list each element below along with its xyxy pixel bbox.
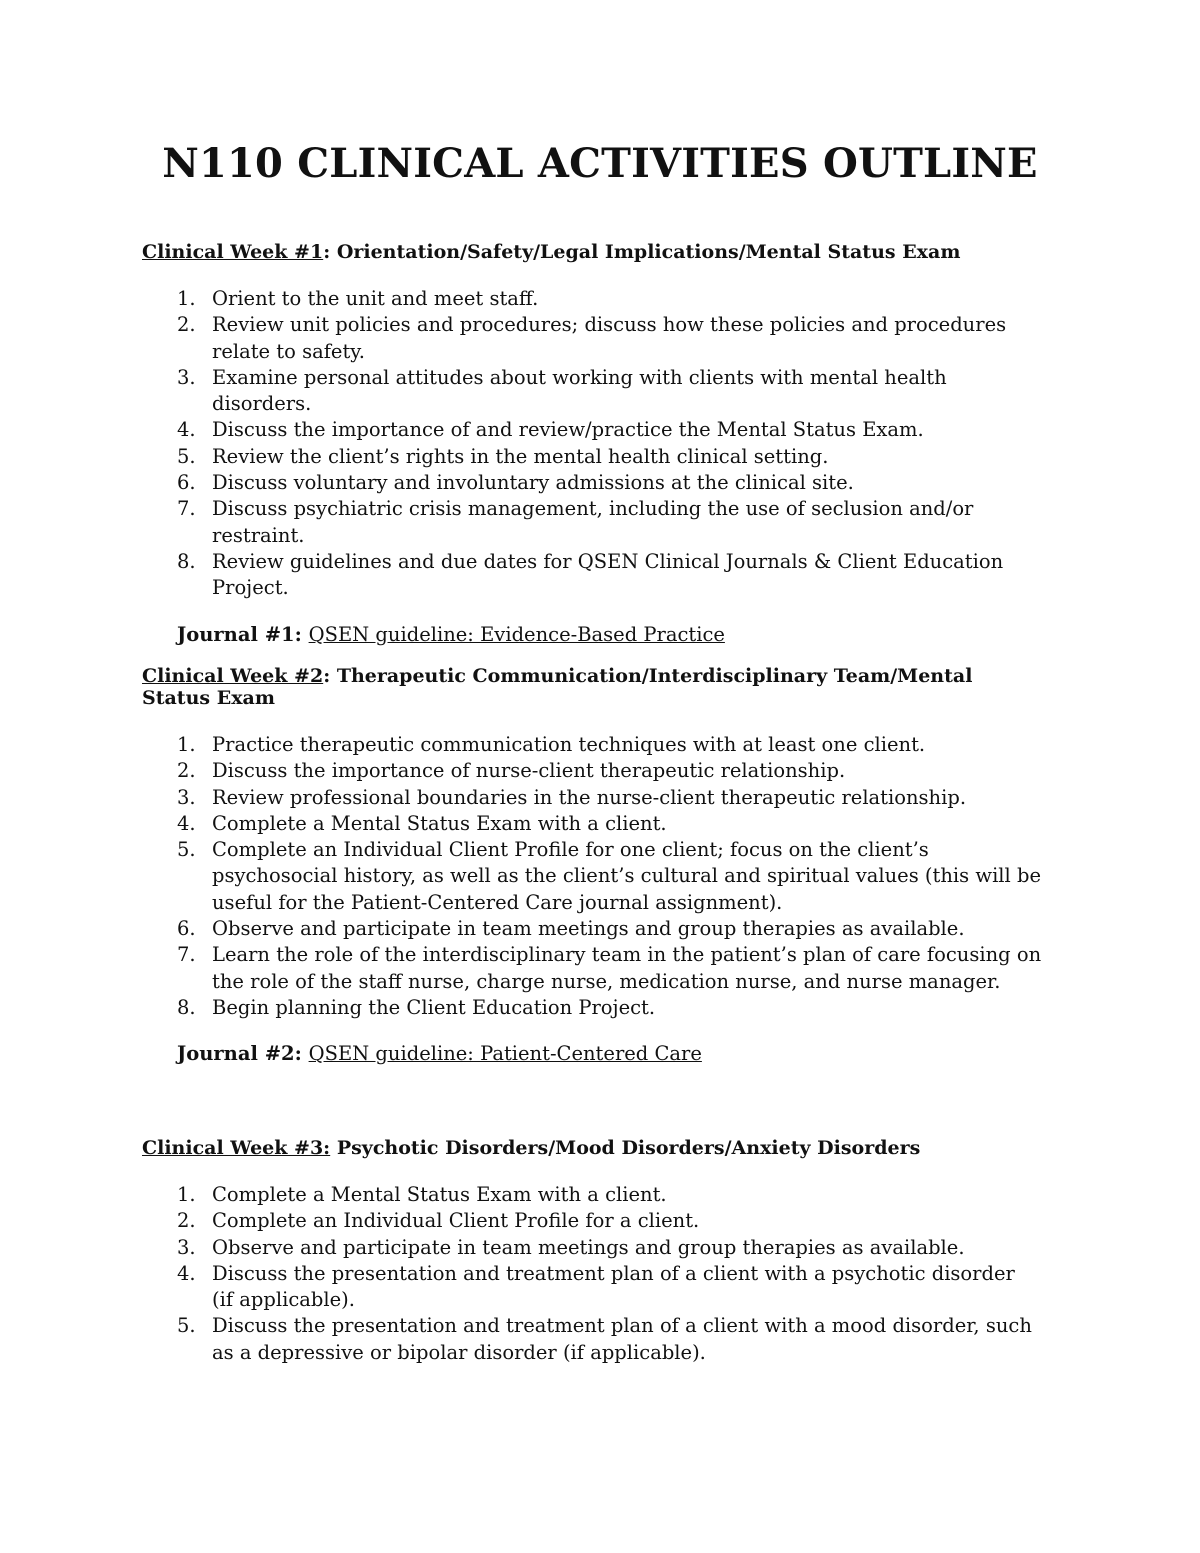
week-3-section — [142, 1137, 1042, 1366]
week-2-list — [142, 732, 1042, 1021]
week-2-topic: : Therapeutic Communication/Interdisciplinary Team/Mental Status Exam — [142, 665, 973, 709]
week-2-heading — [142, 665, 1042, 709]
list-item — [142, 811, 1042, 837]
journal-2 — [142, 1041, 1042, 1067]
week-1-label: Clinical Week #1 — [142, 241, 324, 263]
week-3-label: Clinical Week #3: — [142, 1137, 331, 1159]
list-item — [142, 417, 1042, 443]
item-text: Discuss psychiatric crisis management, including the use of seclusion and/or restraint. — [212, 497, 974, 547]
item-text: Review guidelines and due dates for QSEN Clinical Journals & Client Education Project. — [212, 549, 1004, 600]
journal-2-label: Journal #2: — [177, 1042, 309, 1066]
list-item — [142, 496, 1042, 549]
week-1-heading — [142, 241, 1042, 263]
item-text: Discuss the presentation and treatment plan of a client with a mood disorder, such as a depressive or bipolar disorder (if applicable). — [212, 1314, 1032, 1364]
list-item — [142, 312, 1042, 365]
week-2-label: Clinical Week #2 — [142, 665, 324, 687]
journal-2-guideline-link[interactable]: QSEN guideline: Patient-Centered Care — [308, 1042, 702, 1066]
item-number: 3. — [177, 365, 196, 389]
item-text: Discuss the importance of and review/practice the Mental Status Exam. — [212, 418, 924, 442]
item-number: 8. — [177, 995, 196, 1019]
item-number: 2. — [177, 759, 196, 783]
list-item — [142, 470, 1042, 496]
item-text: Discuss voluntary and involuntary admissions at the clinical site. — [212, 471, 854, 495]
item-text: Review the client’s rights in the mental health clinical setting. — [212, 444, 829, 468]
list-item — [142, 995, 1042, 1021]
item-text: Learn the role of the interdisciplinary team in the patient’s plan of care focusing on the role of the staff nurse, charge nurse, medication nurse, and nurse manager. — [212, 943, 1042, 993]
list-item — [142, 732, 1042, 758]
list-item — [142, 1261, 1042, 1314]
item-number: 4. — [177, 811, 196, 835]
item-number: 5. — [177, 838, 196, 862]
item-text: Practice therapeutic communication techniques with at least one client. — [212, 733, 926, 756]
week-3-list — [142, 1182, 1042, 1366]
item-text: Discuss the importance of nurse-client therapeutic relationship. — [212, 759, 846, 783]
item-text: Review unit policies and procedures; discuss how these policies and procedures relate to safety. — [212, 313, 1007, 363]
item-text: Complete a Mental Status Exam with a client. — [212, 1183, 667, 1206]
list-item — [142, 758, 1042, 784]
list-item — [142, 916, 1042, 942]
item-number: 4. — [177, 1261, 196, 1285]
item-number: 5. — [177, 1314, 196, 1338]
item-number: 8. — [177, 549, 196, 573]
week-3-heading — [142, 1137, 1042, 1159]
item-number: 1. — [177, 733, 196, 756]
list-item — [142, 286, 1042, 312]
item-text: Observe and participate in team meetings and group therapies as available. — [212, 1235, 965, 1259]
list-item — [142, 1208, 1042, 1234]
list-item — [142, 1235, 1042, 1261]
journal-1-guideline-link[interactable]: QSEN guideline: Evidence-Based Practice — [308, 622, 725, 646]
list-item — [142, 1182, 1042, 1208]
week-1-topic: : Orientation/Safety/Legal Implications/Mental Status Exam — [323, 241, 961, 263]
item-number: 5. — [177, 444, 196, 468]
week-3-topic: Psychotic Disorders/Mood Disorders/Anxiety Disorders — [330, 1137, 921, 1159]
item-text: Begin planning the Client Education Project. — [212, 995, 656, 1019]
week-1-list — [142, 286, 1042, 602]
item-text: Complete an Individual Client Profile for one client; focus on the client’s psychosocial history, as well as the client’s cultural and spiritual values (this will be useful for the Patient-Centered Care journal assignment). — [212, 838, 1041, 914]
journal-1 — [142, 622, 1042, 648]
item-text: Review professional boundaries in the nurse-client therapeutic relationship. — [212, 785, 967, 809]
item-number: 6. — [177, 917, 196, 941]
item-number: 3. — [177, 1235, 196, 1259]
list-item — [142, 942, 1042, 995]
journal-1-label: Journal #1: — [177, 622, 309, 646]
item-number: 4. — [177, 418, 196, 442]
item-number: 2. — [177, 1209, 196, 1233]
item-text: Observe and participate in team meetings and group therapies as available. — [212, 917, 965, 941]
list-item — [142, 837, 1042, 916]
item-number: 6. — [177, 471, 196, 495]
item-number: 3. — [177, 785, 196, 809]
list-item — [142, 365, 1042, 418]
item-text: Complete an Individual Client Profile for a client. — [212, 1209, 700, 1233]
list-item — [142, 785, 1042, 811]
page-title: N110 CLINICAL ACTIVITIES OUTLINE — [162, 140, 1038, 187]
item-number: 1. — [177, 287, 196, 310]
list-item — [142, 549, 1042, 602]
item-text: Orient to the unit and meet staff. — [212, 287, 539, 310]
item-text: Discuss the presentation and treatment plan of a client with a psychotic disorder (if applicable). — [212, 1261, 1015, 1312]
item-text: Examine personal attitudes about working with clients with mental health disorders. — [212, 365, 947, 416]
item-text: Complete a Mental Status Exam with a client. — [212, 811, 667, 835]
item-number: 7. — [177, 497, 196, 521]
item-number: 7. — [177, 943, 196, 967]
week-1-section — [142, 241, 1042, 648]
item-number: 2. — [177, 313, 196, 337]
week-2-section — [142, 665, 1042, 1067]
item-number: 1. — [177, 1183, 196, 1206]
list-item — [142, 1313, 1042, 1366]
list-item — [142, 444, 1042, 470]
